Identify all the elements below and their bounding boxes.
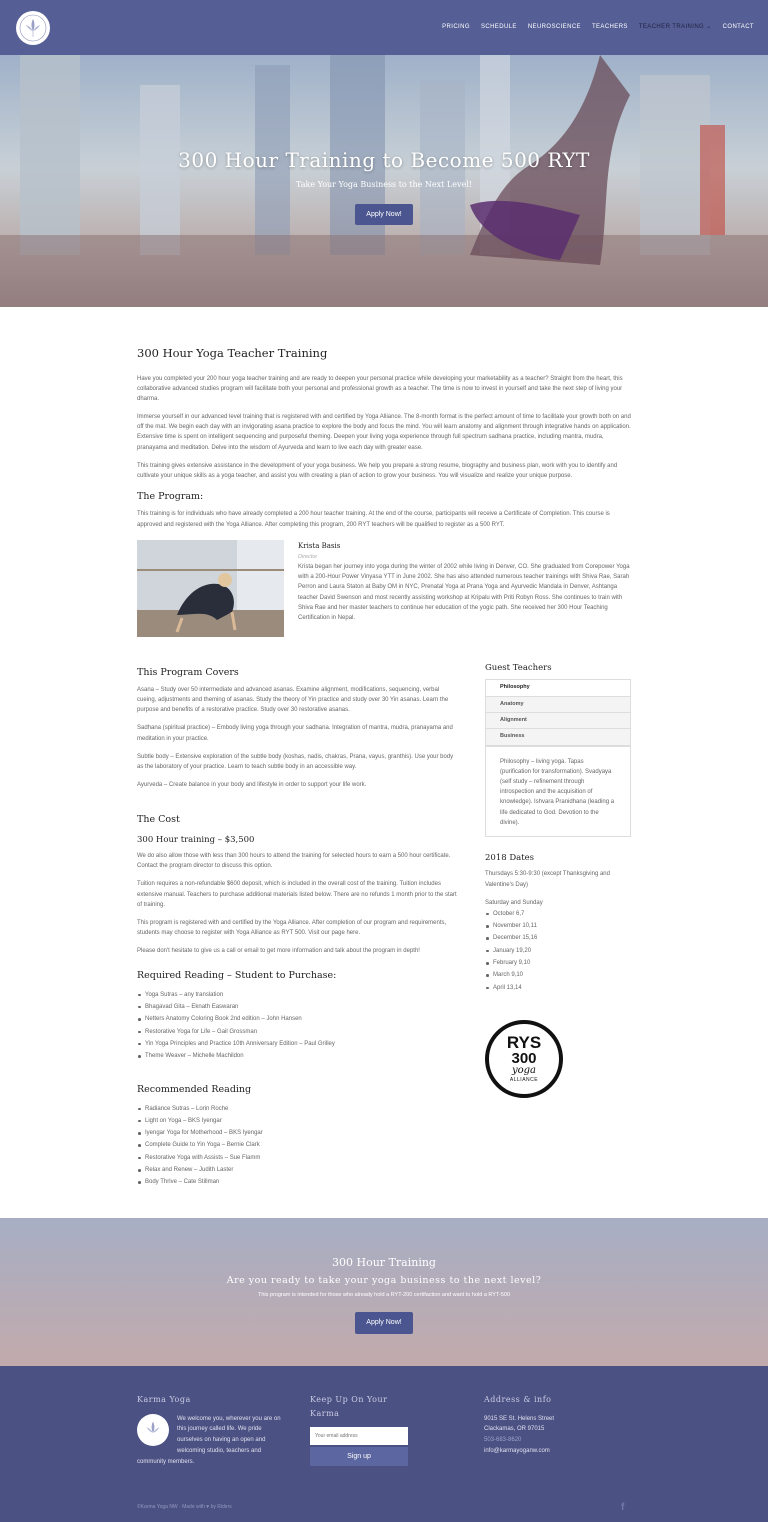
hero-apply-button[interactable]: Apply Now! [355,204,412,226]
lotus-logo-icon [18,13,48,43]
list-item: Light on Yoga – BKS Iyengar [137,1115,457,1127]
director-name: Krista Basis [298,541,341,550]
list-item: April 13,14 [485,982,631,994]
two-column-section [137,661,631,1197]
email-input[interactable] [310,1427,408,1445]
list-item: Theme Weaver – Michelle Machildon [137,1050,457,1062]
cost-paragraph-3: This program is registered with and certified by the Yoga Alliance. After completion of our program and requirements, students may choose to register with Yoga Alliance as RYT 500. Visit our page here. [137,919,447,937]
intro-paragraph-1: Have you completed your 200 hour yoga teacher training and are ready to deepen your personal practice while developing your marketability as a teacher? Straight from the heart, this collaborative advanced studies program will facilitate both your personal and professional growth as a teacher. The time is now to invest in yourself and take the next step of living your dharma. [137,375,623,402]
tab-philosophy[interactable]: Philosophy [486,680,630,696]
main-nav [442,22,754,32]
cost-paragraph-2: Tuition requires a non-refundable $600 deposit, which is included in the overall cost of the training. Tuition includes extensive manual. Teachers to purchase additional materials listed below. There are no refunds 1 month prior to the start of training. [137,881,457,908]
guest-teachers-heading: Guest Teachers [485,662,552,673]
covers-heading: This Program Covers [137,666,239,678]
badge-line-2: 300 [511,1049,537,1067]
hero-subtitle: Take Your Yoga Business to the Next Level! [296,180,472,189]
list-item: December 15,16 [485,932,631,944]
hero-content [0,143,768,225]
list-item: Complete Guide to Yin Yoga – Bernie Clark [137,1139,457,1151]
list-item: Relax and Renew – Judith Laster [137,1164,457,1176]
director-photo-image [137,540,284,637]
badge-line-1: RYS [506,1032,542,1052]
list-item: Iyengar Yoga for Motherhood – BKS Iyengar [137,1127,457,1139]
site-logo[interactable] [16,11,50,45]
cost-heading: The Cost [137,814,180,826]
tab-alignment[interactable]: Alignment [486,713,630,729]
list-item: February 9,10 [485,957,631,969]
list-item: January 19,20 [485,945,631,957]
recommended-reading-list [137,1103,457,1189]
list-item: Netters Anatomy Coloring Book 2nd edition – John Hansen [137,1013,457,1025]
covers-asana: Asana – Study over 50 intermediate and advanced asanas. Examine alignment, modifications, sequencing, verbal cueing, adjustments and theming of asanas. Study the theory of Yin practice and study over 30 Yin asanas. Learn the purpose and benefits of a restorative practice. Study over 30 restorative asanas. [137,686,449,714]
dates-list [485,908,631,994]
footer-about-text: We welcome you, wherever you are on this journey called life. We pride ourselves on having an open and welcoming studio, teachers and community members. [137,1415,281,1465]
nav-teachers[interactable]: TEACHERS [591,24,628,31]
footer-newsletter [310,1393,410,1466]
site-footer [0,1366,768,1522]
lotus-logo-icon [139,1416,167,1444]
required-reading-list [137,989,457,1063]
covers-sadhana: Sadhana (spiritual practice) – Embody living yoga through your sadhana. Integration of mantra, mudra, pranayama and meditation in your practice. [137,725,453,742]
hero-title: 300 Hour Training to Become 500 RYT [178,148,590,172]
program-heading: The Program: [137,491,204,503]
recommended-reading-heading: Recommended Reading [137,1084,252,1096]
dates-heading: 2018 Dates [485,852,535,863]
signup-button[interactable]: Sign up [310,1447,408,1466]
sidebar [485,661,631,1197]
list-item: March 9,10 [485,969,631,981]
chevron-down-icon: ⌄ [706,24,712,31]
main-content [137,307,631,1197]
list-item: October 6,7 [485,908,631,920]
page-title: 300 Hour Yoga Teacher Training [137,346,328,360]
dates-intro: Thursdays 5:30-9:30 (except Thanksgiving and Valentine's Day) [485,871,610,888]
address-line-1: 9015 SE St. Helens Street [484,1415,555,1422]
director-role: Director [298,553,318,560]
phone-number[interactable]: 503-683-8620 [484,1437,522,1444]
list-item: Yoga Sutras – any translation [137,989,457,1001]
cta-description: This program is intended for those who already hold a RYT-200 certifaction and want to hold a RYT-500 [257,1291,511,1298]
footer-address [484,1393,614,1457]
tab-anatomy[interactable]: Anatomy [486,697,630,713]
nav-pricing[interactable]: PRICING [442,24,470,31]
list-item: Bhagavad Gita – Eknath Easwaran [137,1001,457,1013]
list-item: Restorative Yoga with Assists – Sue Flamm [137,1152,457,1164]
director-bio-text: Krista began her journey into yoga during the winter of 2002 while living in Denver, CO. She graduated from Corepower Yoga with a 200-Hour Power Vinyasa YTT in June 2002. She has also attended numerous teacher trainings with Shiva Rae, Sarah Perron and Laura Staton at Baby OM in NYC, Prenatal Yoga at Prana Yoga and Ayurvedic Mandala in Denver, Ashtanga teacher David Swenson and most recently assisting workshop at Kripalu with Priti Robyn Ross. She continues to train with Shiva Rae and her master teachers to continue her education of the yogic path. She received her 300 Hour Teaching Certification in Nepal. [298,563,630,621]
email-link[interactable]: info@karmayoganw.com [484,1447,550,1454]
dates-subheading: Saturday and Sunday [485,899,543,906]
nav-neuroscience[interactable]: NEUROSCIENCE [527,24,581,31]
footer-about-heading: Karma Yoga [137,1395,191,1404]
nav-teacher-training-label: TEACHER TRAINING [638,24,705,31]
director-bio [137,540,631,637]
list-item: Restorative Yoga for Life – Gail Grossman [137,1026,457,1038]
cost-subheading: 300 Hour training – $3,500 [137,834,255,845]
footer-about [137,1393,287,1476]
intro-paragraph-2: Immerse yourself in our advanced level training that is registered with and certified by Yoga Alliance. The 8-month format is the perfect amount of time to facilitate your growth both on and off the mat. We begin each day with an invigorating asana practice to explore the body and focus the mind. You will learn anatomy and alignment through integrative hands on application. Extensive time is spent on intelligent sequencing and purposeful theming. Deepen your living yoga experience through full spectrum sadhana practice, including mantra, mudra, pranayama and meditation. Delve into the wisdom of Ayurveda and learn to live each day with greater ease. [137,414,631,451]
nav-contact[interactable]: CONTACT [722,24,754,31]
list-item: Body Thrive – Cate Stillman [137,1176,457,1188]
covers-ayurveda: Ayurveda – Create balance in your body and lifestyle in order to support your life work. [137,782,367,789]
covers-subtle-body: Subtle body – Extensive exploration of the subtle body (koshas, nadis, chakras, Prana, vayus, granthis). Use your body as the laboratory of your practice. Learn to teach subtle body in an accessible way. [137,753,454,771]
facebook-icon[interactable]: f [621,1502,625,1513]
list-item: Radiance Sutras – Lorin Roche [137,1103,457,1115]
program-paragraph: This training is for individuals who have already completed a 200 hour teacher training. At the end of the course, participants will receive a Certificate of Completion. This course is approved and registered with the Yoga Alliance. After completing this program, 200 RYT teachers will be qualified to register as a 500 RYT. [137,511,610,528]
left-column [137,661,457,1197]
guest-teachers-tabs [485,679,631,837]
cost-paragraph-1: We do also allow those with less than 300 hours to attend the training for selected hours to earn a 500 hour certificate. Contact the program director to discuss this option. [137,852,451,870]
nav-teacher-training[interactable] [639,22,712,32]
footer-newsletter-heading: Keep Up On Your Karma [310,1395,388,1418]
intro-paragraph-3: This training gives extensive assistance in the development of your yoga business. We help you prepare a strong resume, biography and business plan, work with you to identify and cultivate your unique skills as a yoga teacher, and assist you with creating a plan of action to grow your business. You will visualize and realize your unique purpose. [137,462,618,480]
cta-section [0,1218,768,1366]
cta-question: Are you ready to take your yoga business to the next level? [226,1274,542,1286]
list-item: Yin Yoga Principles and Practice 10th Anniversary Edition – Paul Grilley [137,1038,457,1050]
tab-panel: Philosophy – living yoga. Tapas (purification for transformation). Svadyaya (self study – refinement through introspection and the acquisition of knowledge). Ishvara Pranidhana (leading a life dedicated to God. Devotion to the divine). [486,746,630,836]
cta-apply-button[interactable]: Apply Now! [355,1312,412,1334]
required-reading-heading: Required Reading – Student to Purchase: [137,970,337,982]
list-item: November 10,11 [485,920,631,932]
badge-line-3: yoga [511,1064,537,1076]
hero-banner [0,55,768,307]
copyright: ©Karma Yoga NW · Made with ♥ by Riders [137,1504,232,1510]
director-photo [137,540,284,637]
nav-schedule[interactable]: SCHEDULE [480,24,517,31]
director-info [298,540,631,637]
rys-300-badge [485,1020,563,1098]
footer-logo [137,1414,169,1446]
tab-business[interactable]: Business [486,729,630,745]
footer-address-heading: Address & info [484,1395,552,1404]
cost-paragraph-4: Please don't hesitate to give us a call or email to get more information and talk about the program in depth! [137,948,420,955]
address-line-2: Clackamas, OR 97015 [484,1426,545,1433]
cta-title: 300 Hour Training [332,1256,436,1269]
badge-line-4: ALLIANCE [509,1076,539,1083]
site-header [0,0,768,55]
